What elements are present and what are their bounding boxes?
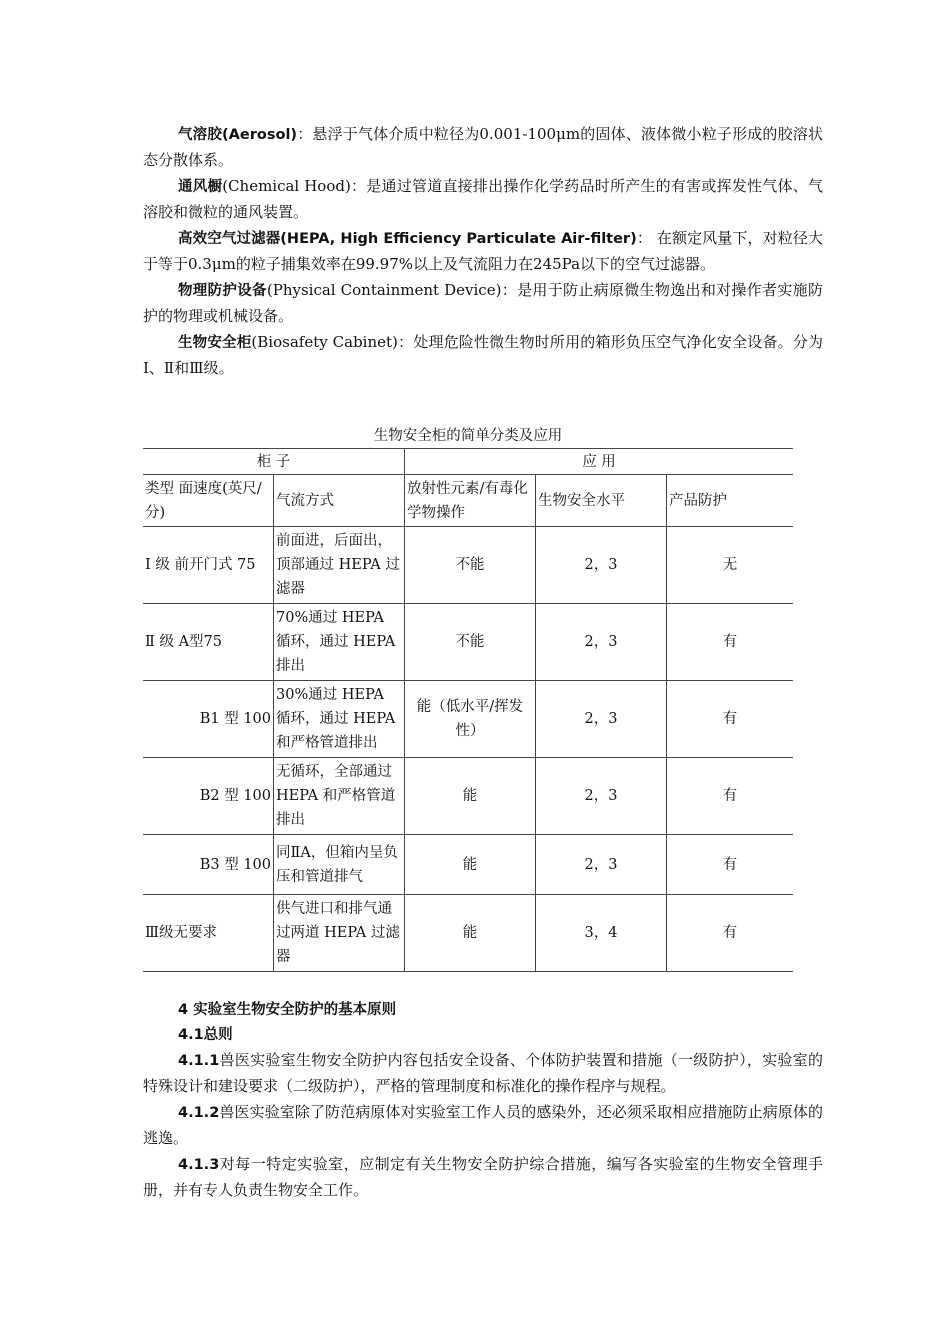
- cell-radio: 不能: [405, 604, 536, 681]
- cell-radio: 不能: [405, 527, 536, 604]
- cell-type: B1 型 100: [143, 681, 274, 758]
- cell-product: 有: [667, 758, 794, 835]
- cell-radio: 能（低水平/挥发性）: [405, 681, 536, 758]
- cell-bsl: 2，3: [536, 604, 667, 681]
- cell-bsl: 2，3: [536, 681, 667, 758]
- section-title: 4 实验室生物安全防护的基本原则: [178, 1002, 397, 1018]
- group-header-row: [143, 449, 793, 475]
- term-aerosol: 气溶胶(Aerosol): [178, 127, 298, 143]
- cell-product: 无: [667, 527, 794, 604]
- cell-airflow: 70%通过 HEPA 循环，通过 HEPA 排出: [274, 604, 405, 681]
- table-row: [143, 758, 793, 835]
- definition-hepa: 高效空气过滤器(HEPA, High Efficiency Particulate Air-filter)： 在额定风量下，对粒径大于等于0.3μm的粒子捕集效率在99.97%以上及气流阻力在245Pa以下的空气过滤器。: [143, 229, 823, 273]
- term-hepa: 高效空气过滤器(HEPA, High Efficiency Particulate Air-filter): [178, 231, 637, 247]
- table-row: [143, 681, 793, 758]
- term-physical-containment: 物理防护设备: [178, 283, 267, 299]
- cell-product: 有: [667, 681, 794, 758]
- cell-type: B3 型 100: [143, 835, 274, 895]
- cell-airflow: 前面进，后面出，顶部通过 HEPA 过滤器: [274, 527, 405, 604]
- cell-type: Ⅰ 级 前开门式 75: [143, 527, 274, 604]
- cell-type: B2 型 100: [143, 758, 274, 835]
- term-biosafety-cabinet: 生物安全柜: [178, 335, 252, 351]
- definition-biosafety-cabinet: 生物安全柜(Biosafety Cabinet)：处理危险性微生物时所用的箱形负压空气净化安全设备。分为Ⅰ、Ⅱ和Ⅲ级。: [143, 333, 824, 377]
- clause-4-1-3: 4.1.3对每一特定实验室，应制定有关生物安全防护综合措施，编写各实验室的生物安全管理手册，并有专人负责生物安全工作。: [143, 1155, 823, 1199]
- definition-aerosol: 气溶胶(Aerosol)：悬浮于气体介质中粒径为0.001-100μm的固体、液体微小粒子形成的胶溶状态分散体系。: [143, 125, 823, 169]
- cell-type: Ⅱ 级 A型75: [143, 604, 274, 681]
- table-row: [143, 527, 793, 604]
- col-header-airflow: 气流方式: [274, 475, 405, 527]
- group-header-application: 应 用: [405, 449, 794, 475]
- group-header-cabinet: 柜 子: [143, 449, 405, 475]
- clause-4-1-1: 4.1.1兽医实验室生物安全防护内容包括安全设备、个体防护装置和措施（一级防护），实验室的特殊设计和建设要求（二级防护），严格的管理制度和标准化的操作程序与规程。: [143, 1051, 823, 1095]
- cell-airflow: 无循环，全部通过 HEPA 和严格管道排出: [274, 758, 405, 835]
- section-4: [143, 998, 823, 1204]
- definitions-block: [143, 122, 823, 382]
- table-row: [143, 895, 793, 972]
- clause-number: 4.1.3: [178, 1157, 220, 1173]
- cell-radio: 能: [405, 895, 536, 972]
- clause-number: 4.1.1: [178, 1053, 220, 1069]
- table-caption: 生物安全柜的简单分类及应用: [373, 428, 563, 444]
- cell-product: 有: [667, 835, 794, 895]
- cell-bsl: 3，4: [536, 895, 667, 972]
- cell-type: Ⅲ级无要求: [143, 895, 274, 972]
- cell-product: 有: [667, 604, 794, 681]
- clause-4-1-2: 4.1.2兽医实验室除了防范病原体对实验室工作人员的感染外，还必须采取相应措施防止病原体的逃逸。: [143, 1103, 823, 1147]
- cell-radio: 能: [405, 835, 536, 895]
- cell-airflow: 供气进口和排气通过两道 HEPA 过滤器: [274, 895, 405, 972]
- definition-physical-containment: 物理防护设备(Physical Containment Device)：是用于防止病原微生物逸出和对操作者实施防护的物理或机械设备。: [143, 281, 823, 325]
- cell-bsl: 2，3: [536, 835, 667, 895]
- definition-chemical-hood: 通风橱(Chemical Hood)：是通过管道直接排出操作化学药品时所产生的有害或挥发性气体、气溶胶和微粒的通风装置。: [143, 177, 823, 221]
- table-row: [143, 604, 793, 681]
- cell-product: 有: [667, 895, 794, 972]
- col-header-bsl: 生物安全水平: [536, 475, 667, 527]
- col-header-type: 类型 面速度(英尺/分): [143, 475, 274, 527]
- col-header-radio: 放射性元素/有毒化学物操作: [405, 475, 536, 527]
- cell-bsl: 2，3: [536, 758, 667, 835]
- clause-number: 4.1.2: [178, 1105, 220, 1121]
- cell-bsl: 2，3: [536, 527, 667, 604]
- cell-airflow: 30%通过 HEPA 循环，通过 HEPA 和严格管道排出: [274, 681, 405, 758]
- column-header-row: [143, 475, 793, 527]
- section-subtitle: 4.1总则: [178, 1027, 233, 1043]
- col-header-product: 产品防护: [667, 475, 794, 527]
- cell-airflow: 同ⅡA，但箱内呈负压和管道排气: [274, 835, 405, 895]
- table-row: [143, 835, 793, 895]
- term-chemical-hood: 通风橱: [178, 179, 223, 195]
- cell-radio: 能: [405, 758, 536, 835]
- cabinet-classification-table: [143, 448, 793, 972]
